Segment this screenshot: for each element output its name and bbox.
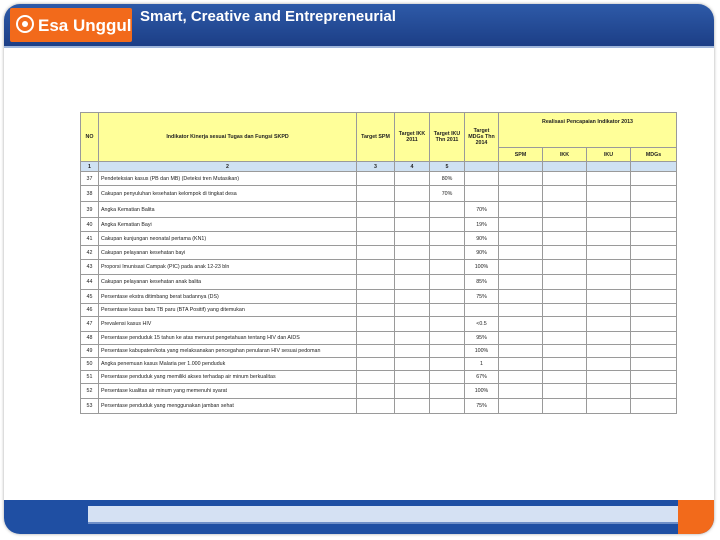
row-realisasi-ikk bbox=[543, 218, 587, 232]
row-target-iku bbox=[430, 290, 465, 304]
row-target-iku bbox=[430, 304, 465, 317]
row-realisasi-ikk bbox=[543, 317, 587, 332]
row-realisasi-ikk bbox=[543, 384, 587, 399]
row-target-spm bbox=[357, 358, 395, 371]
row-number: 45 bbox=[81, 290, 99, 304]
row-target-iku bbox=[430, 332, 465, 345]
row-realisasi-spm bbox=[499, 290, 543, 304]
row-realisasi-mdgs bbox=[631, 246, 677, 260]
row-realisasi-iku bbox=[587, 304, 631, 317]
row-realisasi-iku bbox=[587, 399, 631, 414]
row-realisasi-mdgs bbox=[631, 399, 677, 414]
row-target-ikk bbox=[395, 345, 430, 358]
row-target-spm bbox=[357, 345, 395, 358]
row-realisasi-ikk bbox=[543, 260, 587, 275]
row-number: 52 bbox=[81, 384, 99, 399]
row-realisasi-spm bbox=[499, 232, 543, 246]
row-target-spm bbox=[357, 304, 395, 317]
row-target-ikk bbox=[395, 384, 430, 399]
row-target-spm bbox=[357, 399, 395, 414]
subheader-iku: IKU bbox=[587, 148, 631, 162]
row-target-ikk bbox=[395, 218, 430, 232]
column-number-row bbox=[81, 162, 677, 172]
table-header-row bbox=[81, 113, 677, 148]
row-realisasi-mdgs bbox=[631, 218, 677, 232]
row-target-mdgs: 70% bbox=[465, 202, 499, 218]
row-target-ikk bbox=[395, 202, 430, 218]
row-indicator: Persentase ekstra ditimbang berat badannya (DS) bbox=[99, 290, 357, 304]
row-realisasi-spm bbox=[499, 218, 543, 232]
row-target-mdgs: 75% bbox=[465, 290, 499, 304]
row-target-mdgs: 19% bbox=[465, 218, 499, 232]
slide-frame bbox=[4, 4, 714, 534]
row-number: 43 bbox=[81, 260, 99, 275]
row-target-mdgs: 75% bbox=[465, 399, 499, 414]
row-realisasi-mdgs bbox=[631, 260, 677, 275]
indicator-table bbox=[80, 112, 677, 414]
row-realisasi-mdgs bbox=[631, 332, 677, 345]
row-realisasi-iku bbox=[587, 275, 631, 290]
row-realisasi-ikk bbox=[543, 246, 587, 260]
row-realisasi-iku bbox=[587, 186, 631, 202]
row-indicator: Pendeteksian kasus (PB dan MB) (Deteksi tren Mutasikan) bbox=[99, 172, 357, 186]
footer-accent bbox=[678, 500, 714, 534]
subheader-ikk: IKK bbox=[543, 148, 587, 162]
row-realisasi-iku bbox=[587, 260, 631, 275]
row-indicator: Persentase penduduk yang memiliki akses terhadap air minum berkualitas bbox=[99, 371, 357, 384]
table-row bbox=[81, 260, 677, 275]
row-realisasi-ikk bbox=[543, 290, 587, 304]
row-realisasi-ikk bbox=[543, 232, 587, 246]
row-target-ikk bbox=[395, 232, 430, 246]
row-target-iku bbox=[430, 384, 465, 399]
row-target-iku bbox=[430, 246, 465, 260]
row-number: 37 bbox=[81, 172, 99, 186]
row-number: 44 bbox=[81, 275, 99, 290]
row-target-iku: 80% bbox=[430, 172, 465, 186]
table-row bbox=[81, 358, 677, 371]
row-realisasi-ikk bbox=[543, 371, 587, 384]
row-target-spm bbox=[357, 232, 395, 246]
row-realisasi-iku bbox=[587, 358, 631, 371]
row-realisasi-ikk bbox=[543, 202, 587, 218]
table-row bbox=[81, 399, 677, 414]
row-target-iku bbox=[430, 202, 465, 218]
row-target-ikk bbox=[395, 399, 430, 414]
row-indicator: Cakupan pelayanan kesehatan bayi bbox=[99, 246, 357, 260]
header-target-iku: Target IKU Thn 2011 bbox=[430, 113, 465, 162]
row-target-mdgs: 100% bbox=[465, 260, 499, 275]
row-indicator: Persentase kualitas air minum yang memenuhi syarat bbox=[99, 384, 357, 399]
row-target-ikk bbox=[395, 304, 430, 317]
row-target-spm bbox=[357, 172, 395, 186]
row-realisasi-ikk bbox=[543, 399, 587, 414]
row-realisasi-spm bbox=[499, 317, 543, 332]
row-realisasi-iku bbox=[587, 218, 631, 232]
row-target-mdgs: 67% bbox=[465, 371, 499, 384]
row-indicator: Persentase kasus baru TB paru (BTA Positif) yang ditemukan bbox=[99, 304, 357, 317]
row-target-mdgs: 100% bbox=[465, 384, 499, 399]
row-target-mdgs: 90% bbox=[465, 232, 499, 246]
row-target-spm bbox=[357, 260, 395, 275]
row-realisasi-ikk bbox=[543, 172, 587, 186]
row-target-iku bbox=[430, 399, 465, 414]
row-target-ikk bbox=[395, 260, 430, 275]
row-realisasi-iku bbox=[587, 332, 631, 345]
table-row bbox=[81, 317, 677, 332]
row-target-ikk bbox=[395, 246, 430, 260]
row-realisasi-iku bbox=[587, 232, 631, 246]
row-realisasi-ikk bbox=[543, 345, 587, 358]
row-target-spm bbox=[357, 290, 395, 304]
row-realisasi-mdgs bbox=[631, 172, 677, 186]
row-realisasi-ikk bbox=[543, 358, 587, 371]
row-target-iku bbox=[430, 275, 465, 290]
table-body bbox=[81, 172, 677, 414]
subheader-mdgs: MDGs bbox=[631, 148, 677, 162]
row-target-iku bbox=[430, 218, 465, 232]
indicator-table-container bbox=[80, 112, 676, 414]
row-target-spm bbox=[357, 371, 395, 384]
row-indicator: Angka Kematian Bayi bbox=[99, 218, 357, 232]
column-number: 5 bbox=[430, 162, 465, 172]
row-realisasi-spm bbox=[499, 202, 543, 218]
table-row bbox=[81, 290, 677, 304]
row-realisasi-spm bbox=[499, 304, 543, 317]
header-realisasi: Realisasi Pencapaian Indikator 2013 bbox=[499, 113, 677, 148]
footer-bar bbox=[4, 500, 714, 534]
logo-text: Esa Unggul bbox=[38, 16, 132, 35]
row-target-iku bbox=[430, 358, 465, 371]
row-indicator: Persentase kabupaten/kota yang melaksanakan pencegahan penularan HIV sesuai pedoman bbox=[99, 345, 357, 358]
column-number: 2 bbox=[99, 162, 357, 172]
row-number: 48 bbox=[81, 332, 99, 345]
row-target-iku bbox=[430, 232, 465, 246]
row-realisasi-mdgs bbox=[631, 202, 677, 218]
row-indicator: Angka Kematian Balita bbox=[99, 202, 357, 218]
column-number: 4 bbox=[395, 162, 430, 172]
row-number: 41 bbox=[81, 232, 99, 246]
row-realisasi-iku bbox=[587, 246, 631, 260]
column-number-empty bbox=[543, 162, 587, 172]
row-realisasi-ikk bbox=[543, 304, 587, 317]
row-realisasi-spm bbox=[499, 399, 543, 414]
row-indicator: Prevalensi kasus HIV bbox=[99, 317, 357, 332]
row-realisasi-mdgs bbox=[631, 345, 677, 358]
row-target-spm bbox=[357, 317, 395, 332]
row-target-mdgs: 100% bbox=[465, 345, 499, 358]
logo-icon bbox=[16, 15, 34, 33]
row-realisasi-ikk bbox=[543, 186, 587, 202]
row-realisasi-spm bbox=[499, 345, 543, 358]
row-realisasi-iku bbox=[587, 290, 631, 304]
header-tagline: Smart, Creative and Entrepreneurial bbox=[140, 8, 396, 25]
row-realisasi-spm bbox=[499, 275, 543, 290]
table-row bbox=[81, 186, 677, 202]
header-indicator: Indikator Kinerja sesuai Tugas dan Fungsi SKPD bbox=[99, 113, 357, 162]
row-realisasi-spm bbox=[499, 186, 543, 202]
row-target-iku bbox=[430, 371, 465, 384]
row-target-iku bbox=[430, 345, 465, 358]
row-target-spm bbox=[357, 186, 395, 202]
row-target-ikk bbox=[395, 186, 430, 202]
row-realisasi-spm bbox=[499, 260, 543, 275]
row-number: 39 bbox=[81, 202, 99, 218]
column-number: 1 bbox=[81, 162, 99, 172]
row-target-mdgs bbox=[465, 186, 499, 202]
row-target-ikk bbox=[395, 172, 430, 186]
row-target-mdgs: <0.5 bbox=[465, 317, 499, 332]
row-number: 53 bbox=[81, 399, 99, 414]
row-target-ikk bbox=[395, 317, 430, 332]
table-row bbox=[81, 384, 677, 399]
row-target-ikk bbox=[395, 358, 430, 371]
header-target-ikk: Target IKK 2011 bbox=[395, 113, 430, 162]
row-number: 38 bbox=[81, 186, 99, 202]
row-target-mdgs: 85% bbox=[465, 275, 499, 290]
row-realisasi-iku bbox=[587, 317, 631, 332]
row-target-mdgs: 95% bbox=[465, 332, 499, 345]
row-target-ikk bbox=[395, 290, 430, 304]
column-number-empty bbox=[499, 162, 543, 172]
table-row bbox=[81, 202, 677, 218]
row-number: 40 bbox=[81, 218, 99, 232]
row-target-ikk bbox=[395, 371, 430, 384]
row-indicator: Persentase penduduk yang menggunakan jamban sehat bbox=[99, 399, 357, 414]
table-row bbox=[81, 332, 677, 345]
column-number-empty bbox=[631, 162, 677, 172]
row-target-spm bbox=[357, 202, 395, 218]
row-target-iku bbox=[430, 260, 465, 275]
row-target-iku: 70% bbox=[430, 186, 465, 202]
row-realisasi-iku bbox=[587, 172, 631, 186]
header-divider bbox=[4, 46, 714, 48]
row-realisasi-mdgs bbox=[631, 275, 677, 290]
row-target-ikk bbox=[395, 275, 430, 290]
row-target-spm bbox=[357, 218, 395, 232]
row-target-mdgs bbox=[465, 172, 499, 186]
row-number: 47 bbox=[81, 317, 99, 332]
row-realisasi-iku bbox=[587, 202, 631, 218]
table-row bbox=[81, 275, 677, 290]
row-indicator: Cakupan penyuluhan kesehatan kelompok di tingkat desa bbox=[99, 186, 357, 202]
row-realisasi-ikk bbox=[543, 332, 587, 345]
table-row bbox=[81, 345, 677, 358]
subheader-spm: SPM bbox=[499, 148, 543, 162]
row-realisasi-mdgs bbox=[631, 186, 677, 202]
row-realisasi-ikk bbox=[543, 275, 587, 290]
row-number: 50 bbox=[81, 358, 99, 371]
footer-line bbox=[88, 522, 678, 524]
row-realisasi-mdgs bbox=[631, 384, 677, 399]
row-number: 51 bbox=[81, 371, 99, 384]
row-target-mdgs: 90% bbox=[465, 246, 499, 260]
row-indicator: Angka penemuan kasus Malaria per 1.000 penduduk bbox=[99, 358, 357, 371]
header-target-spm: Target SPM bbox=[357, 113, 395, 162]
row-realisasi-mdgs bbox=[631, 317, 677, 332]
row-realisasi-mdgs bbox=[631, 358, 677, 371]
row-realisasi-spm bbox=[499, 246, 543, 260]
header-target-mdgs: Target MDGs Thn 2014 bbox=[465, 113, 499, 162]
header-bar bbox=[4, 4, 714, 46]
row-realisasi-iku bbox=[587, 371, 631, 384]
column-number-empty bbox=[465, 162, 499, 172]
row-realisasi-iku bbox=[587, 384, 631, 399]
header-no: NO bbox=[81, 113, 99, 162]
row-indicator: Persentase penduduk 15 tahun ke atas menurut pengetahuan tentang HIV dan AIDS bbox=[99, 332, 357, 345]
row-realisasi-mdgs bbox=[631, 232, 677, 246]
row-realisasi-mdgs bbox=[631, 304, 677, 317]
row-realisasi-spm bbox=[499, 172, 543, 186]
university-logo bbox=[10, 8, 132, 42]
table-row bbox=[81, 218, 677, 232]
row-target-iku bbox=[430, 317, 465, 332]
table-row bbox=[81, 232, 677, 246]
table-row bbox=[81, 246, 677, 260]
row-indicator: Proporsi Imunisasi Campak (PIC) pada anak 12-23 bln bbox=[99, 260, 357, 275]
row-target-spm bbox=[357, 332, 395, 345]
row-number: 49 bbox=[81, 345, 99, 358]
row-target-spm bbox=[357, 384, 395, 399]
column-number: 3 bbox=[357, 162, 395, 172]
table-row bbox=[81, 371, 677, 384]
row-realisasi-mdgs bbox=[631, 371, 677, 384]
column-number-empty bbox=[587, 162, 631, 172]
row-indicator: Cakupan pelayanan kesehatan anak balita bbox=[99, 275, 357, 290]
row-realisasi-iku bbox=[587, 345, 631, 358]
row-number: 42 bbox=[81, 246, 99, 260]
row-target-ikk bbox=[395, 332, 430, 345]
row-realisasi-spm bbox=[499, 358, 543, 371]
row-target-spm bbox=[357, 246, 395, 260]
row-target-spm bbox=[357, 275, 395, 290]
row-target-mdgs: 1 bbox=[465, 358, 499, 371]
row-realisasi-spm bbox=[499, 332, 543, 345]
row-realisasi-spm bbox=[499, 371, 543, 384]
row-realisasi-mdgs bbox=[631, 290, 677, 304]
table-row bbox=[81, 172, 677, 186]
row-realisasi-spm bbox=[499, 384, 543, 399]
row-number: 46 bbox=[81, 304, 99, 317]
row-indicator: Cakupan kunjungan neonatal pertama (KN1) bbox=[99, 232, 357, 246]
table-row bbox=[81, 304, 677, 317]
row-target-mdgs bbox=[465, 304, 499, 317]
